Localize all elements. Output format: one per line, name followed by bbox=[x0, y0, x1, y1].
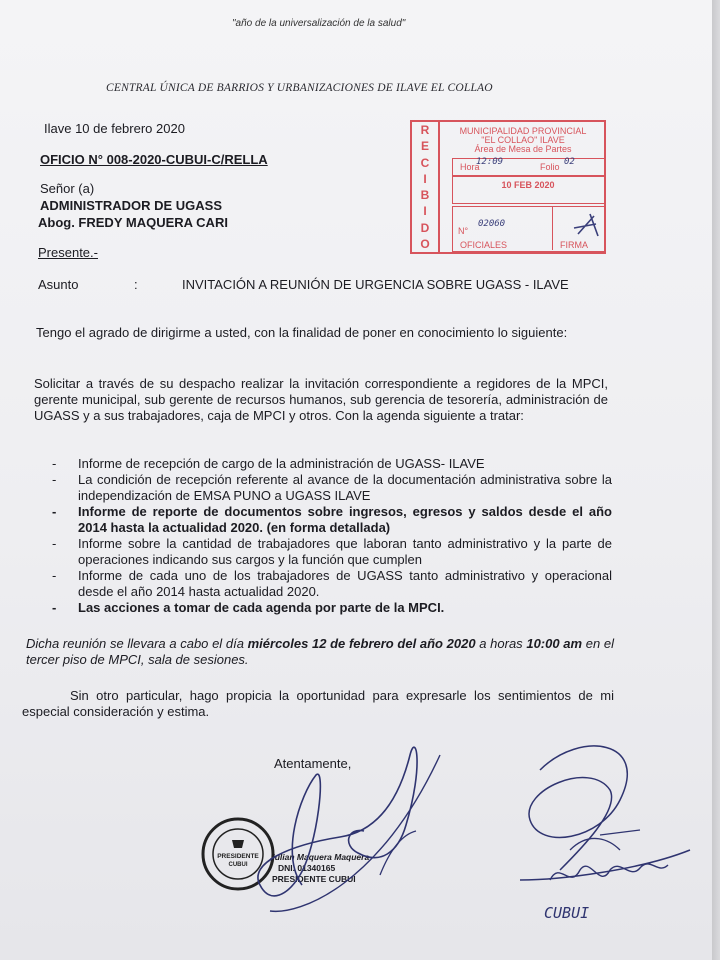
salutation: Señor (a) bbox=[40, 181, 95, 196]
bullet-dash: - bbox=[52, 600, 57, 615]
agenda-item bbox=[52, 504, 612, 536]
meeting-date: miércoles 12 de febrero del año 2020 bbox=[247, 636, 476, 651]
agenda-item-text: Informe sobre la cantidad de trabajadores que laboran tanto administrativo y la parte de operaciones indicando sus cargos y la función que cumplen bbox=[78, 536, 612, 567]
stamp-initial-signature bbox=[568, 210, 604, 240]
agenda-item bbox=[52, 600, 612, 616]
agenda-item-text: Las acciones a tomar de cada agenda por parte de la MPCI. bbox=[78, 600, 445, 615]
stamp-vertical-label bbox=[412, 122, 440, 252]
signer-dni: DNI. 01340165 bbox=[278, 863, 336, 873]
bullet-dash: - bbox=[52, 456, 57, 471]
president-signature bbox=[230, 735, 460, 925]
letter-date: Ilave 10 de febrero 2020 bbox=[44, 121, 185, 136]
stamp-letter: C bbox=[420, 155, 430, 170]
stamp-date: 10 FEB 2020 bbox=[501, 180, 555, 190]
signer-name: Julian Maquera Maquera bbox=[270, 852, 370, 862]
agenda-item-text: Informe de recepción de cargo de la administración de UGASS- ILAVE bbox=[78, 456, 485, 471]
stamp-letter: E bbox=[420, 139, 429, 154]
agenda-item bbox=[52, 568, 612, 600]
agenda-item-text: La condición de recepción referente al avance de la documentación administrativa sobre la independización de EMSA PUNO a UGASS ILAVE bbox=[78, 472, 612, 503]
stamp-location: "EL COLLAO" ILAVE bbox=[481, 135, 565, 145]
subject-colon: : bbox=[134, 277, 138, 292]
page-edge bbox=[712, 0, 720, 960]
meeting-time: 10:00 am bbox=[526, 636, 583, 651]
agenda-item bbox=[52, 536, 612, 568]
stamp-letter: R bbox=[420, 123, 430, 138]
stamp-office: Área de Mesa de Partes bbox=[474, 144, 572, 154]
stamp-signature-label: FIRMA bbox=[560, 240, 588, 250]
meeting-text: en el tercer piso de MPCI, sala de sesiones. bbox=[26, 636, 614, 667]
stamp-letter: B bbox=[420, 188, 430, 203]
meeting-text: a horas bbox=[475, 636, 527, 651]
agenda-item-text: Informe de cada uno de los trabajadores de UGASS tanto administrativo y operacional desde el año 2014 hasta actualidad 2020. bbox=[78, 568, 612, 599]
organization-heading: CENTRAL ÚNICA DE BARRIOS Y URBANIZACIONES DE ILAVE EL COLLAO bbox=[106, 82, 493, 94]
subject-text: INVITACIÓN A REUNIÓN DE URGENCIA SOBRE UGASS - ILAVE bbox=[182, 277, 569, 292]
signer-role: PRESIDENTE CUBUI bbox=[272, 874, 356, 884]
second-signature bbox=[500, 730, 700, 930]
intro-paragraph: Tengo el agrado de dirigirme a usted, con la finalidad de poner en conocimiento lo siguiente: bbox=[36, 325, 568, 340]
request-paragraph: Solicitar a través de su despacho realizar la invitación correspondiente a regidores de la MPCI, gerente municipal, sub gerente de recursos humanos, sub gerencia de tesorería, administración de UGASS y a sus trabajadores, caja de MPCI y otros. Con la agenda siguiente a tratar: bbox=[34, 376, 608, 423]
farewell: Atentamente, bbox=[274, 756, 352, 771]
year-motto: "año de la universalización de la salud" bbox=[232, 18, 406, 29]
bullet-dash: - bbox=[52, 568, 57, 583]
addressee-title: ADMINISTRADOR DE UGASS bbox=[40, 198, 223, 213]
addressee-name: Abog. FREDY MAQUERA CARI bbox=[38, 215, 228, 230]
agenda-item bbox=[52, 472, 612, 504]
reception-stamp bbox=[410, 120, 606, 254]
meeting-text: Dicha reunión se llevara a cabo el día bbox=[26, 636, 248, 651]
stamp-hora-value: 12:09 bbox=[476, 157, 504, 167]
stamp-letter: I bbox=[423, 171, 427, 186]
agenda-list bbox=[52, 456, 612, 616]
stamp-folio-label: Folio bbox=[540, 162, 560, 172]
stamp-number-value: 02060 bbox=[478, 219, 506, 229]
stamp-folio-value: 02 bbox=[564, 157, 575, 167]
subject-label: Asunto bbox=[38, 277, 79, 292]
stamp-officials-label: OFICIALES bbox=[460, 240, 508, 250]
stamp-number-label: N° bbox=[458, 226, 469, 236]
presente-label: Presente.- bbox=[38, 245, 98, 260]
handwritten-cubui: CUBUI bbox=[544, 904, 590, 922]
oficio-reference: OFICIO N° 008-2020-CUBUI-C/RELLA bbox=[40, 152, 268, 167]
stamp-letter: I bbox=[423, 204, 427, 219]
bullet-dash: - bbox=[52, 504, 57, 519]
closing-paragraph: Sin otro particular, hago propicia la oportunidad para expresarle los sentimientos de mi especial consideración y estima. bbox=[22, 688, 614, 719]
seal-sub-text: CUBUI bbox=[228, 862, 248, 868]
seal-center-text: PRESIDENTE bbox=[217, 853, 259, 860]
bullet-dash: - bbox=[52, 472, 57, 487]
stamp-letter: O bbox=[420, 236, 430, 251]
meeting-paragraph bbox=[26, 636, 614, 668]
stamp-hora-label: Hora bbox=[460, 162, 480, 172]
stamp-institution: MUNICIPALIDAD PROVINCIAL bbox=[459, 126, 587, 136]
stamp-letter: D bbox=[420, 220, 430, 235]
agenda-item bbox=[52, 456, 612, 472]
stamp-divider bbox=[552, 206, 553, 250]
bullet-dash: - bbox=[52, 536, 57, 551]
agenda-item-text: Informe de reporte de documentos sobre ingresos, egresos y saldos desde el año 2014 hasta la actualidad 2020. (en forma detallada) bbox=[78, 504, 612, 535]
